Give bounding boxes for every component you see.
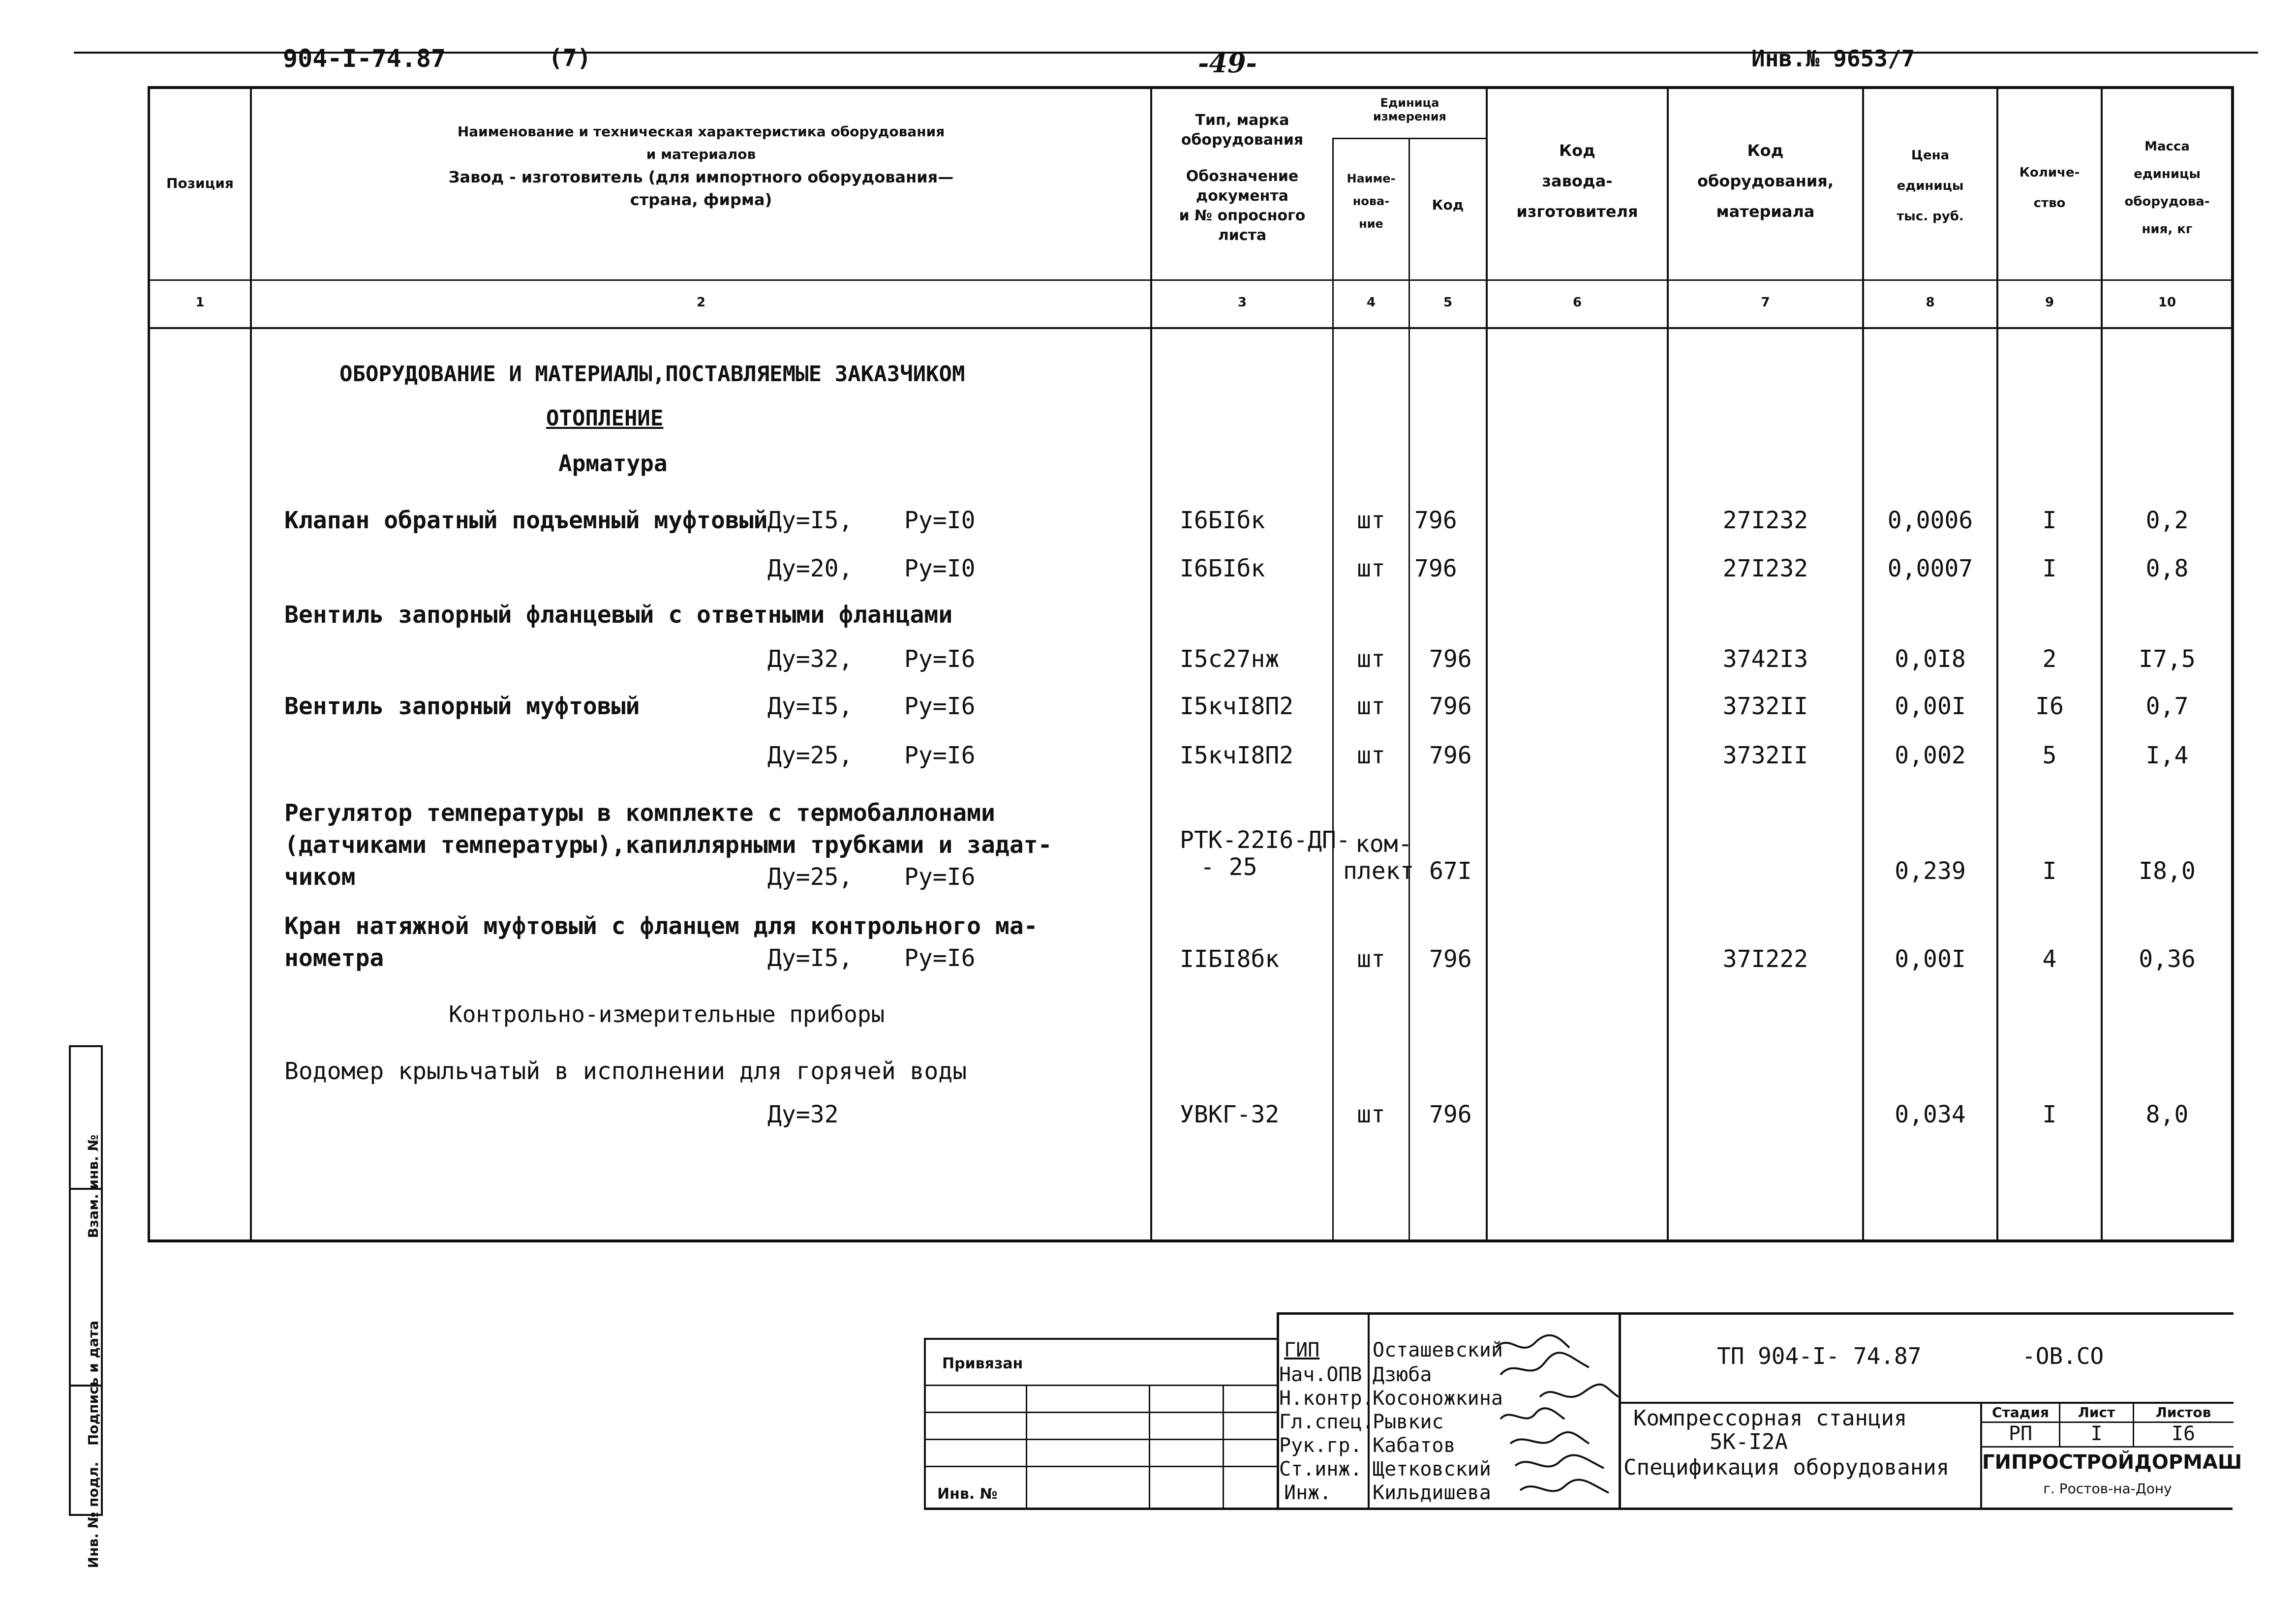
header-unit: Единица измерения: [1373, 96, 1446, 123]
colnum-8: 8: [1926, 295, 1935, 310]
header-mass: Масса единицы оборудова- ния, кг: [2124, 139, 2210, 237]
side-stamp-signature-date: Подпись и дата: [85, 1320, 101, 1446]
title-line-2: 5К-I2А: [1710, 1429, 1788, 1454]
section-title: ОБОРУДОВАНИЕ И МАТЕРИАЛЫ,ПОСТАВЛЯЕМЫЕ ЗАКАЗЧИКОМ: [339, 362, 965, 387]
organization-name: ГИПРОСТРОЙДОРМАШ: [1982, 1451, 2242, 1474]
colnum-10: 10: [2158, 295, 2176, 310]
header-name: Наименование и техническая характеристика оборудования и материалов Завод - изготовитель (для импортного оборудования— страна, фирма): [448, 123, 954, 209]
role-5: Ст.инж.: [1279, 1458, 1362, 1480]
header-equipment-code: Код оборудования, материала: [1697, 141, 1834, 221]
role-2: Н.контр.: [1279, 1387, 1374, 1410]
role-1: Нач.ОПВ: [1279, 1363, 1362, 1386]
title-line-1: Компрессорная станция: [1633, 1406, 1907, 1431]
title-line-3: Спецификация оборудования: [1623, 1455, 1950, 1480]
sheet-number: -49-: [1198, 47, 1257, 79]
subsection-title: ОТОПЛЕНИЕ: [546, 406, 664, 431]
colnum-2: 2: [696, 295, 706, 310]
header-unit-name: Наиме- нова- ние: [1347, 172, 1396, 231]
privyazan-label: Привязан: [942, 1355, 1023, 1372]
colnum-9: 9: [2045, 295, 2054, 310]
group-armatura: Арматура: [558, 450, 668, 477]
role-4: Рук.гр.: [1279, 1434, 1362, 1457]
stage-value: РП: [2008, 1422, 2033, 1445]
name-0: Осташевский: [1373, 1339, 1503, 1361]
side-stamp-vzam-inv: Взам. инв. №: [85, 1134, 101, 1239]
header-quantity: Количе- ство: [2019, 165, 2080, 211]
name-5: Щетковский: [1373, 1458, 1491, 1480]
header-position: Позиция: [166, 175, 234, 191]
inventory-number: Инв.№ 9653/7: [1751, 45, 1915, 72]
header-type: Тип, марка оборудования Обозначение документа и № опросного листа: [1179, 112, 1306, 244]
role-3: Гл.спец.: [1279, 1411, 1374, 1433]
colnum-4: 4: [1366, 295, 1376, 310]
role-6: Инж.: [1284, 1481, 1332, 1504]
doc-mark: -ОВ.СО: [2022, 1343, 2104, 1369]
colnum-5: 5: [1443, 295, 1453, 310]
side-stamp-inv-podl: Инв. № подл.: [85, 1461, 101, 1569]
group-kip: Контрольно-измерительные приборы: [449, 1001, 885, 1027]
name-6: Кильдишева: [1373, 1481, 1491, 1504]
name-4: Кабатов: [1373, 1434, 1456, 1457]
sheet-value: I: [2090, 1422, 2103, 1445]
header-plant-code: Код завода- изготовителя: [1516, 141, 1638, 221]
doc-code: ТП 904-I- 74.87: [1717, 1343, 1922, 1369]
doc-code-top: 904-I-74.87: [283, 44, 446, 73]
name-1: Дзюба: [1373, 1363, 1432, 1386]
colnum-6: 6: [1572, 295, 1582, 310]
sheet-header: Лист: [2078, 1404, 2115, 1420]
inv-no-label: Инв. №: [937, 1485, 998, 1503]
name-3: Рывкис: [1373, 1411, 1444, 1433]
sheets-value: I6: [2171, 1422, 2196, 1445]
signature-scribbles: [1491, 1328, 1633, 1510]
sheets-header: Листов: [2155, 1404, 2211, 1420]
colnum-7: 7: [1761, 295, 1770, 310]
header-unit-code: Код: [1432, 197, 1464, 213]
name-2: Косоножкина: [1373, 1387, 1503, 1410]
header-price: Цена единицы тыс. руб.: [1897, 148, 1964, 224]
organization-city: г. Ростов-на-Дону: [2043, 1480, 2172, 1497]
stage-header: Стадия: [1992, 1404, 2049, 1420]
page-number: (7): [549, 44, 591, 72]
colnum-3: 3: [1237, 295, 1247, 310]
role-0: ГИП: [1284, 1339, 1320, 1361]
colnum-1: 1: [195, 295, 205, 310]
